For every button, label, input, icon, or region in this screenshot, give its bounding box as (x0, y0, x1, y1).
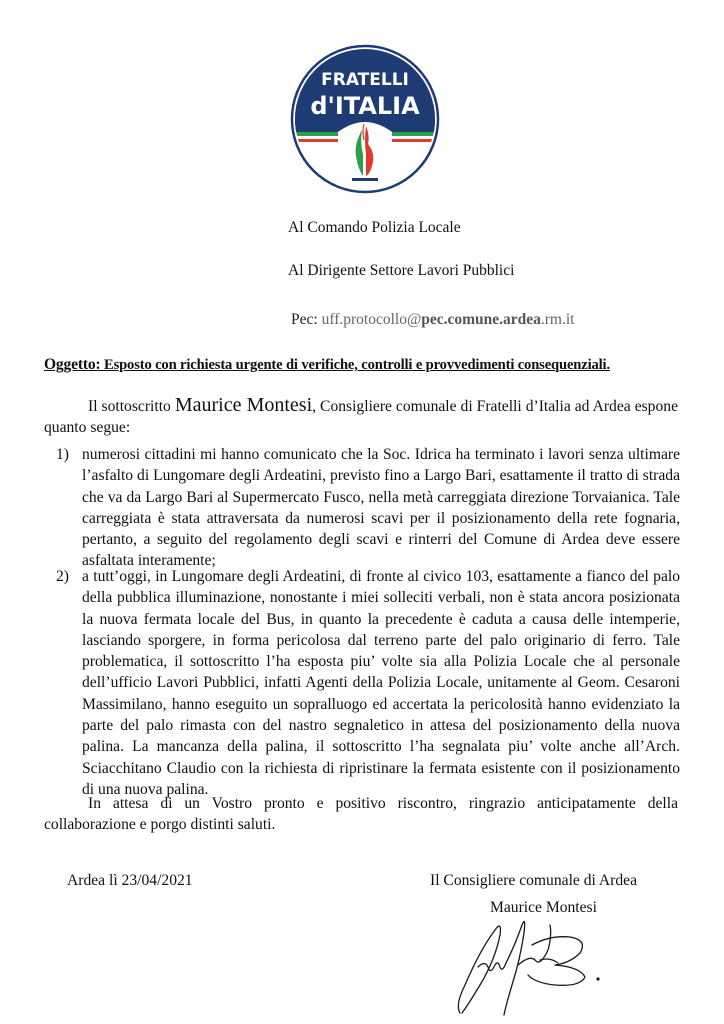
signer-name-inline: Maurice Montesi (174, 394, 313, 416)
pec-domain: pec.comune.ardea (421, 311, 541, 328)
list-item-number: 1) (56, 446, 69, 463)
signer-name: Maurice Montesi (490, 899, 597, 916)
intro-paragraph (44, 395, 678, 438)
place-date: Ardea lì 23/04/2021 (67, 872, 193, 889)
recipient-polizia-locale: Al Comando Polizia Locale (288, 219, 461, 236)
pec-suffix: .rm.it (540, 311, 575, 328)
subject-line (44, 356, 694, 374)
pec-address (291, 311, 574, 329)
list-item-text: a tutt’oggi, in Lungomare degli Ardeatini, di fronte al civico 103, esattamente a fianco del palo della pubblica illuminazione, nonostante i miei solleciti verbali, non è stata ancora posizionata la nuova fermata locale del Bus, in quanto la precedente è caduta a causa delle intemperie, lasciando sporgere, in forma pericolosa dal terreno parte del palo originario di ferro. Tale problematica, il sottoscritto l’ha esposta piu’ volte sia alla Polizia Locale che al personale dell’ufficio Lavori Pubblici, infatti Agenti della Polizia Locale, unitamente al Geom. Cesaroni Massimilano, hanno eseguito un sopralluogo ed accertata la pericolosità hanno evidenziato la parte del palo rimasta con del nastro segnaletico in attesa del posizionamento della nuova palina. La mancanza della palina, il sottoscritto l’ha segnalata piu’ volte anche all’Arch. Sciacchitano Claudio con la richiesta di ripristinare la fermata esistente con il posizionamento di una nuova palina. (82, 568, 680, 798)
logo-text-ditalia: d'ITALIA (310, 92, 420, 120)
subject-text: Esposto con richiesta urgente di verifiche, controlli e provvedimenti consequenziali. (100, 357, 610, 373)
subject-label: Oggetto: (44, 356, 101, 373)
pec-email[interactable] (322, 311, 575, 328)
list-item-number: 2) (56, 568, 69, 585)
fratelli-ditalia-logo (290, 44, 440, 194)
pec-label: Pec: (291, 311, 322, 328)
recipient-dirigente-lavori-pubblici: Al Dirigente Settore Lavori Pubblici (288, 262, 515, 279)
list-item (44, 444, 680, 572)
signer-title: Il Consigliere comunale di Ardea (430, 872, 637, 889)
pec-user: uff.protocollo@ (321, 311, 422, 328)
list-item (44, 566, 680, 800)
handwritten-signature (440, 905, 630, 1020)
closing-paragraph: In attesa di un Vostro pronto e positivo riscontro, ringrazio anticipatamente della collaborazione e porgo distinti saluti. (44, 795, 678, 833)
logo-text-fratelli: FRATELLI (321, 70, 409, 90)
list-item-text: numerosi cittadini mi hanno comunicato che la Soc. Idrica ha terminato i lavori senza ultimare l’asfalto di Lungomare degli Ardeatini, previsto fino a Largo Bari, esattamente il tratto di strada che va da Largo Bari al Supermercato Fusco, nella metà carreggiata direzione Torvaianica. Tale carreggiata è stata attraversata da numerosi scavi per il posizionamento della rete fognaria, pertanto, a seguito del regolamento degli scavi e rinterri del Comune di Ardea deve essere asfaltata interamente; (82, 446, 680, 570)
intro-prefix: Il sottoscritto (88, 398, 175, 415)
intro-suffix: , Consigliere comunale di Fratelli d’Italia ad Ardea espone quanto segue: (44, 398, 678, 436)
